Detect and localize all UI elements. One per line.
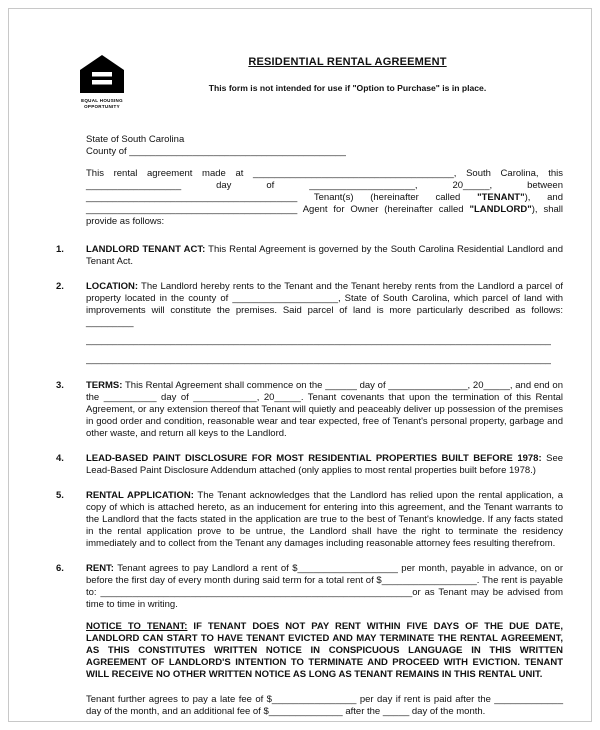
section-location — [56, 281, 564, 367]
section-rental-application — [56, 490, 563, 550]
section-body: The Landlord hereby rents to the Tenant and the Tenant hereby rents from the Landlord a parcel of property located in the county of ____________________, State of South Carolina, which parcel of land with improvements will constitute the premises. Said parcel of land is more particularly described as follows: _________ — [86, 281, 564, 328]
intro-text-1: This rental agreement made at ______________________________________, South Carolina, this __________________ day of ____________________, 20_____, between ________________________________________ Tenant(s) (hereinafter called — [86, 168, 563, 203]
section-lead-paint-disclosure — [56, 453, 564, 477]
intro-paragraph — [86, 168, 563, 228]
document-header — [72, 53, 563, 109]
intro-text-2: ), and ________________________________________ Agent for Owner (hereinafter called — [86, 192, 564, 215]
section-label: TERMS: — [86, 380, 123, 391]
notice-label: NOTICE TO TENANT: — [86, 621, 188, 632]
section-rent — [56, 563, 564, 718]
section-terms — [56, 380, 563, 440]
document-title: RESIDENTIAL RENTAL AGREEMENT — [248, 56, 447, 68]
section-label: RENT: — [86, 563, 114, 574]
notice-to-tenant-paragraph — [86, 621, 563, 681]
logo-caption-line1: EQUAL HOUSING — [81, 98, 123, 103]
state-line: State of South Carolina — [86, 134, 185, 145]
description-blank-line-2: ________________________________________________________________________________________ — [86, 354, 551, 365]
section-paragraph — [86, 281, 563, 329]
section-paragraph — [86, 244, 563, 268]
intro-landlord-term: "LANDLORD" — [469, 204, 532, 215]
section-paragraph — [86, 563, 563, 611]
section-body: See Lead-Based Paint Disclosure Addendum attached (only applies to most rental properties built before 1978.) — [86, 453, 564, 476]
description-blank-line-1: ________________________________________________________________________________________ — [86, 335, 551, 346]
county-line: County of _________________________________________ — [86, 146, 346, 157]
section-body: This Rental Agreement shall commence on the ______ day of _______________, 20_____, and end on the __________ day of ____________, 20_____. Tenant covenants that upon the termination of this Rental Agreement, or any extension thereof that Tenant will quietly and peaceably deliver up possession of the premises in good order and condition, reasonable wear and tear expected, free of Tenant's personal property, garbage and other waste, and return all keys to the Landlord. — [86, 380, 563, 439]
section-label: LOCATION: — [86, 281, 139, 292]
section-number: 2. — [56, 281, 64, 292]
page-border — [8, 8, 592, 722]
document-subtitle: This form is not intended for use if "Option to Purchase" is in place. — [208, 83, 487, 93]
equal-housing-logo — [72, 55, 132, 109]
section-number: 4. — [56, 453, 64, 464]
notice-body: IF TENANT DOES NOT PAY RENT WITHIN FIVE DAYS OF THE DUE DATE, LANDLORD CAN START TO HAVE TENANT EVICTED AND MAY TERMINATE THE RENTAL AGREEMENT, AS THIS CONSTITUTES WRITTEN NOTICE IN CONSPICUOUS LANGUAGE IN THIS WRITTEN AGREEMENT OF LANDLORD'S INTENTION TO TERMINATE AND PROCEED WITH EVICTION. TENANT WILL RECEIVE NO OTHER WRITTEN NOTICE AS LONG AS TENANT REMAINS IN THIS RENTAL UNIT. — [86, 621, 563, 680]
section-number: 3. — [56, 380, 64, 391]
section-number: 5. — [56, 490, 64, 501]
late-fee-paragraph: Tenant further agrees to pay a late fee of $________________ per day if rent is paid after the _____________ day of the month, and an additional fee of $______________ after the _____ day of the month. — [86, 694, 563, 717]
section-paragraph — [86, 380, 563, 440]
section-label: LANDLORD TENANT ACT: — [86, 244, 206, 255]
section-landlord-tenant-act — [56, 244, 564, 268]
intro-text-3: ), shall provide as follows: — [86, 204, 563, 227]
state-county-block — [86, 134, 563, 158]
section-body: This Rental Agreement is governed by the South Carolina Residential Landlord and Tenant Act. — [86, 244, 564, 267]
section-number: 1. — [56, 244, 64, 255]
section-body: Tenant agrees to pay Landlord a rent of $___________________ per month, payable in advance, on or before the first day of every month during said term for a total rent of $__________________. The rent is payable to: ___________________________________________________________or as Tenant may be advised from time to time in writing. — [86, 563, 564, 610]
section-paragraph — [86, 490, 563, 550]
title-block — [132, 53, 563, 93]
section-number: 6. — [56, 563, 64, 574]
section-body: The Tenant acknowledges that the Landlord has relied upon the rental application, a copy of which is attached hereto, as an inducement for entering into this agreement, and the Tenant warrants to the Landlord that the facts stated in the application are true to the best of Tenant's knowledge. If any facts stated in the rental application prove to be untrue, the Landlord shall have the right to terminate the residency immediately and to collect from the Tenant any damages including reasonable attorney fees resulting therefrom. — [86, 490, 563, 549]
section-label: LEAD-BASED PAINT DISCLOSURE FOR MOST RESIDENTIAL PROPERTIES BUILT BEFORE 1978: — [86, 453, 542, 464]
logo-caption-line2: OPPORTUNITY — [84, 103, 120, 109]
equal-housing-house-icon — [79, 55, 125, 93]
intro-tenant-term: "TENANT" — [477, 192, 525, 203]
section-paragraph — [86, 453, 563, 477]
section-label: RENTAL APPLICATION: — [86, 490, 194, 501]
